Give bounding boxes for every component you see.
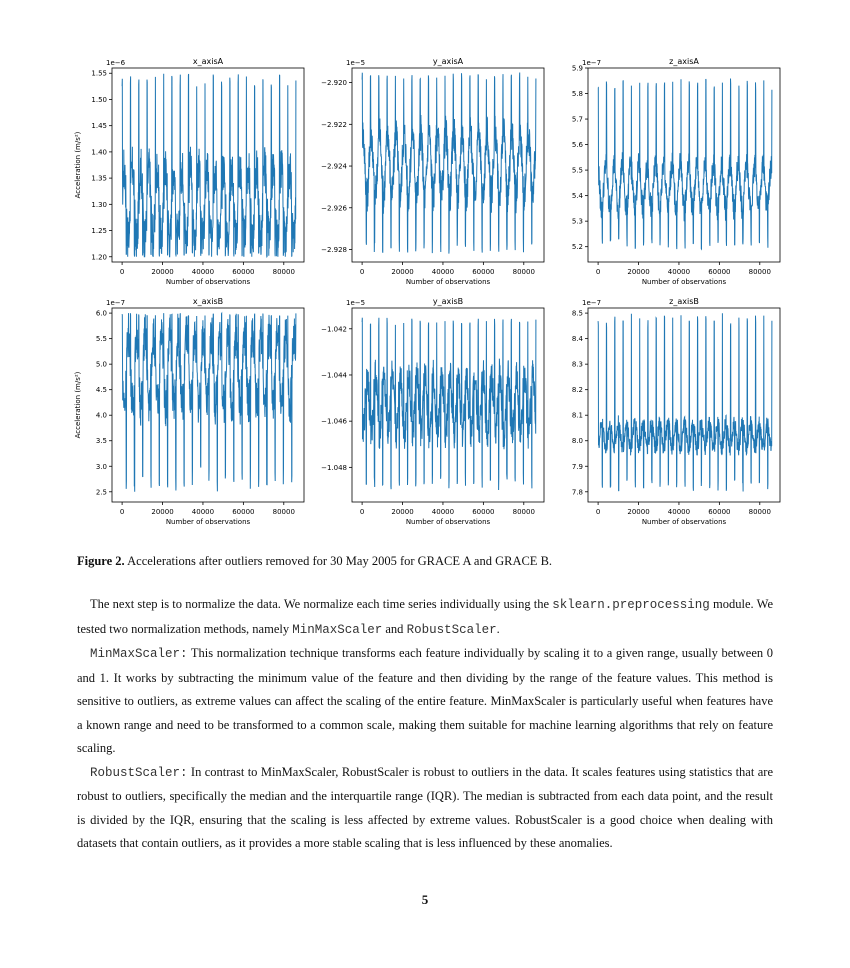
p1-code-sklearn: sklearn.preprocessing [552,598,710,612]
y-tick-label: −1.042 [321,325,347,334]
offset-label: 1e−5 [346,299,366,307]
caption-text: Accelerations after outliers removed for 30 May 2005 for GRACE A and GRACE B. [124,554,553,568]
x-tick-label: 0 [119,508,125,516]
series-line-x_axisA [122,74,296,257]
y-tick-label: 4.5 [95,386,107,395]
x-tick-label: 20000 [151,268,174,276]
x-tick-label: 80000 [272,268,295,276]
y-tick-label: 7.8 [571,488,583,497]
y-tick-label: 1.45 [91,122,107,131]
chart-title: x_axisB [192,297,224,306]
x-axis-label: Number of observations [641,278,727,286]
offset-label: 1e−6 [106,59,126,67]
chart-title: z_axisA [669,57,699,66]
y-tick-label: 1.35 [91,174,107,183]
x-tick-label: 60000 [472,508,495,516]
chart-panel-x_axisA [74,57,304,286]
figure-caption [77,553,777,569]
series-line-y_axisA [362,73,536,254]
chart-title: z_axisB [669,297,699,306]
x-tick-label: 40000 [667,508,691,516]
y-tick-label: 1.25 [91,227,107,236]
paragraph-1 [77,593,773,642]
caption-label: Figure 2. [77,554,125,568]
paragraph-2 [77,642,773,761]
x-tick-label: 0 [595,508,601,516]
x-tick-label: 80000 [748,508,771,516]
y-tick-label: −2.920 [321,79,347,88]
x-tick-label: 60000 [708,268,731,276]
y-tick-label: 8.4 [571,335,583,344]
page-number: 5 [421,892,429,907]
offset-label: 1e−7 [106,299,126,307]
x-tick-label: 20000 [151,508,174,516]
x-tick-label: 0 [595,268,601,276]
x-tick-label: 80000 [272,508,295,516]
chart-panel-y_axisA [321,57,544,286]
x-tick-label: 0 [359,268,365,276]
y-tick-label: 8.2 [571,386,583,395]
p2-text: This normalization technique transforms each feature individually by scaling it to a given range, usually between 0 and 1. It works by subtracting the minimum value of the feature and then dividing by the range of the feature values. This method is sensitive to outliers, as extreme values can affect the scaling of the entire feature. MinMaxScaler is particularly useful when features have a known range and need to be transformed to a common scale, making them suitable for machine learning algorithms that rely on feature scaling. [77,646,773,755]
x-tick-label: 20000 [391,508,414,516]
x-axis-label: Number of observations [405,518,491,526]
p1-code-robust: RobustScaler [406,622,497,637]
y-tick-label: 5.9 [571,64,583,73]
y-tick-label: 1.55 [91,69,107,78]
x-tick-label: 40000 [191,508,215,516]
y-tick-label: 8.0 [571,437,583,446]
y-axis-label: Acceleration (m/s²) [74,131,82,199]
y-tick-label: 8.1 [571,411,583,420]
x-tick-label: 0 [119,268,125,276]
x-tick-label: 60000 [232,268,255,276]
y-tick-label: −2.926 [321,204,347,213]
chart-title: x_axisA [192,57,224,66]
series-line-y_axisB [362,318,536,490]
p1-mid-text: module. We tested two normalization methods, namely [77,597,773,636]
x-tick-label: 20000 [627,268,650,276]
y-tick-label: 5.3 [571,217,583,226]
y-tick-label: 1.50 [91,95,107,104]
y-tick-label: 8.3 [571,360,583,369]
chart-title: y_axisA [432,57,464,66]
y-tick-label: 1.20 [91,253,107,262]
y-tick-label: 1.30 [91,200,107,209]
paragraph-3 [77,761,773,856]
x-tick-label: 20000 [391,268,414,276]
x-axis-label: Number of observations [165,518,251,526]
x-tick-label: 40000 [431,268,455,276]
x-tick-label: 60000 [232,508,255,516]
chart-panel-x_axisB [74,297,304,526]
y-tick-label: 1.40 [91,148,107,157]
x-tick-label: 60000 [708,508,731,516]
y-tick-label: 5.7 [571,115,583,124]
y-tick-label: 8.5 [571,309,583,318]
x-tick-label: 40000 [191,268,215,276]
body-text [77,593,773,856]
x-tick-label: 60000 [472,268,495,276]
x-tick-label: 80000 [512,508,535,516]
p1-end-text: . [496,621,500,636]
series-line-x_axisB [122,313,296,492]
y-tick-label: 5.2 [571,243,583,252]
y-tick-label: −2.922 [321,120,347,129]
y-tick-label: 5.4 [571,192,583,201]
x-tick-label: 80000 [512,268,535,276]
p1-text: The next step is to normalize the data. We normalize each time series individually using the [90,597,553,611]
series-line-z_axisA [598,79,772,250]
y-tick-label: 5.6 [571,141,583,150]
y-tick-label: −1.048 [321,463,347,472]
x-tick-label: 0 [359,508,365,516]
offset-label: 1e−7 [582,299,602,307]
y-tick-label: 4.0 [95,411,107,420]
figure-accelerations [70,52,810,532]
series-line-z_axisB [598,313,772,491]
y-tick-label: 5.8 [571,90,583,99]
y-tick-label: −1.044 [321,371,347,380]
x-axis-label: Number of observations [405,278,491,286]
y-tick-label: −2.928 [321,245,347,254]
p2-code-minmax: MinMaxScaler: [90,647,188,661]
offset-label: 1e−5 [346,59,366,67]
chart-panel-z_axisB [572,297,780,526]
y-tick-label: 6.0 [95,309,107,318]
p3-code-robust: RobustScaler: [90,765,188,780]
y-tick-label: 2.5 [95,488,107,497]
chart-panel-y_axisB [321,297,544,526]
y-tick-label: 3.5 [95,437,107,446]
y-tick-label: 5.5 [571,166,583,175]
y-tick-label: 3.0 [95,462,107,471]
x-tick-label: 20000 [627,508,650,516]
y-tick-label: −2.924 [321,162,347,171]
y-tick-label: 5.5 [95,335,107,344]
x-tick-label: 40000 [431,508,455,516]
x-tick-label: 80000 [748,268,771,276]
p3-text: In contrast to MinMaxScaler, RobustScaler is robust to outliers in the data. It scales features using statistics that are robust to outliers, specifically the median and the interquartile range (IQR). The median is subtracted from each data point, and the result is divided by the IQR, ensuring that the scaling is less affected by extreme values. RobustScaler is a good choice when dealing with datasets that contain outliers, as it provides a more stable scaling that is less influenced by these anomalies. [77,764,773,850]
chart-panel-z_axisA [572,57,780,286]
x-tick-label: 40000 [667,268,691,276]
x-axis-label: Number of observations [641,518,727,526]
y-axis-label: Acceleration (m/s²) [74,371,82,439]
y-tick-label: −1.046 [321,417,347,426]
p1-code-minmax: MinMaxScaler [292,622,383,637]
offset-label: 1e−7 [582,59,602,67]
p1-and-text: and [382,621,407,636]
y-tick-label: 7.9 [571,462,583,471]
y-tick-label: 5.0 [95,360,107,369]
x-axis-label: Number of observations [165,278,251,286]
chart-title: y_axisB [432,297,464,306]
